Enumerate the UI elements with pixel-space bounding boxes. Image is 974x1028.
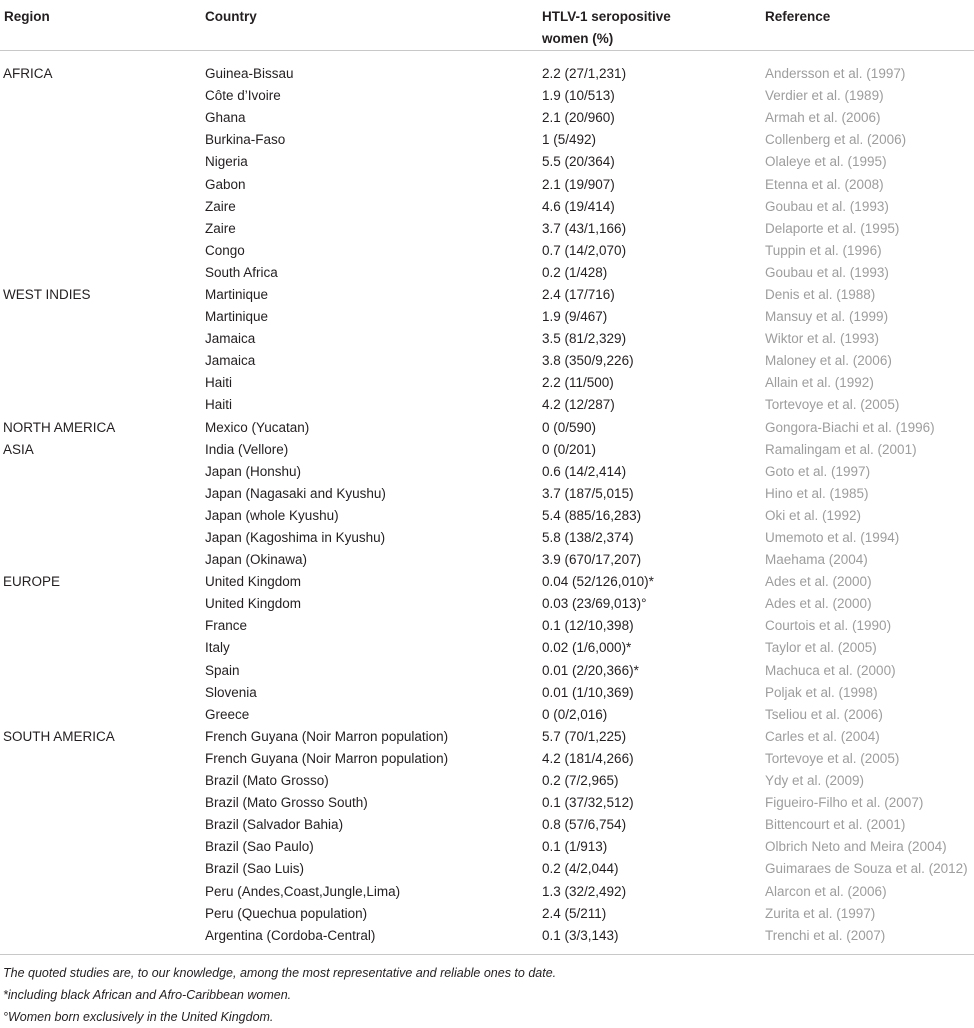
country-cell: Brazil (Mato Grosso)	[205, 773, 329, 789]
seropositive-cell: 5.4 (885/16,283)	[542, 507, 642, 523]
region-cell: EUROPE	[3, 574, 61, 590]
region-cell	[0, 903, 205, 925]
region-cell	[0, 350, 205, 372]
header-seropositive	[542, 0, 765, 51]
region-cell	[0, 483, 205, 505]
header-seropositive-line2: women (%)	[542, 31, 614, 46]
country-cell: Ghana	[205, 110, 246, 126]
table-row	[0, 196, 974, 218]
table-row	[0, 372, 974, 394]
country-cell: Brazil (Sao Paulo)	[205, 839, 314, 855]
reference-cell: Etenna et al. (2008)	[765, 176, 884, 192]
country-cell: Japan (whole Kyushu)	[205, 507, 339, 523]
region-cell	[0, 328, 205, 350]
reference-cell: Hino et al. (1985)	[765, 485, 869, 501]
reference-cell: Olaleye et al. (1995)	[765, 154, 887, 170]
seropositive-cell: 2.4 (5/211)	[542, 905, 607, 921]
seropositive-cell: 4.2 (181/4,266)	[542, 750, 634, 766]
region-cell	[0, 814, 205, 836]
country-cell: Slovenia	[205, 684, 257, 700]
region-cell	[0, 925, 205, 953]
reference-cell: Tuppin et al. (1996)	[765, 242, 882, 258]
table-header	[0, 0, 974, 51]
table-row	[0, 218, 974, 240]
country-cell: Peru (Andes,Coast,Jungle,Lima)	[205, 883, 401, 899]
table-row	[0, 51, 974, 86]
reference-cell: Mansuy et al. (1999)	[765, 309, 889, 325]
reference-cell: Zurita et al. (1997)	[765, 905, 876, 921]
region-cell	[0, 704, 205, 726]
table-row	[0, 571, 974, 593]
reference-cell: Verdier et al. (1989)	[765, 88, 884, 104]
reference-cell: Armah et al. (2006)	[765, 110, 881, 126]
table-row	[0, 240, 974, 262]
seropositive-cell: 0 (0/590)	[542, 419, 597, 435]
table-row	[0, 527, 974, 549]
region-cell	[0, 880, 205, 902]
table-row	[0, 726, 974, 748]
reference-cell: Oki et al. (1992)	[765, 507, 862, 523]
country-cell: France	[205, 618, 248, 634]
table-row	[0, 704, 974, 726]
country-cell: Nigeria	[205, 154, 248, 170]
reference-cell: Goto et al. (1997)	[765, 463, 871, 479]
seropositive-cell: 2.2 (11/500)	[542, 375, 614, 391]
country-cell: Côte d’Ivoire	[205, 88, 281, 104]
table-row	[0, 417, 974, 439]
country-cell: French Guyana (Noir Marron population)	[205, 728, 449, 744]
table-row	[0, 549, 974, 571]
seropositive-cell: 0.1 (1/913)	[542, 839, 608, 855]
table-row	[0, 660, 974, 682]
seropositive-cell: 4.2 (12/287)	[542, 397, 615, 413]
seropositive-cell: 4.6 (19/414)	[542, 198, 615, 214]
note-main: The quoted studies are, to our knowledge, among the most representative and reliable ones to date.	[3, 966, 557, 980]
country-cell: India (Vellore)	[205, 441, 289, 457]
reference-cell: Poljak et al. (1998)	[765, 684, 878, 700]
table-row	[0, 748, 974, 770]
region-cell	[0, 660, 205, 682]
region-cell	[0, 394, 205, 416]
seropositive-cell: 2.2 (27/1,231)	[542, 66, 627, 82]
reference-cell: Wiktor et al. (1993)	[765, 331, 880, 347]
reference-cell: Carles et al. (2004)	[765, 728, 880, 744]
reference-cell: Ades et al. (2000)	[765, 596, 872, 612]
table-bottom-rule	[0, 954, 974, 955]
country-cell: Japan (Honshu)	[205, 463, 302, 479]
region-cell	[0, 615, 205, 637]
table-notes	[3, 962, 556, 1028]
region-cell	[0, 372, 205, 394]
country-cell: Greece	[205, 706, 250, 722]
table-row	[0, 151, 974, 173]
seropositive-cell: 1.9 (10/513)	[542, 88, 615, 104]
table-row	[0, 328, 974, 350]
seropositive-cell: 2.1 (20/960)	[542, 110, 615, 126]
table-body	[0, 51, 974, 953]
seropositive-cell: 0.2 (1/428)	[542, 264, 608, 280]
seropositive-cell: 0.6 (14/2,414)	[542, 463, 627, 479]
reference-cell: Machuca et al. (2000)	[765, 662, 896, 678]
table-row	[0, 792, 974, 814]
table-row	[0, 107, 974, 129]
table-row	[0, 483, 974, 505]
country-cell: United Kingdom	[205, 574, 302, 590]
table-row	[0, 439, 974, 461]
country-cell: Congo	[205, 242, 245, 258]
country-cell: Zaire	[205, 198, 236, 214]
reference-cell: Olbrich Neto and Meira (2004)	[765, 839, 947, 855]
region-cell: ASIA	[3, 441, 34, 457]
country-cell: Japan (Kagoshima in Kyushu)	[205, 530, 386, 546]
note-degree: °Women born exclusively in the United Kingdom.	[3, 1010, 274, 1024]
region-cell	[0, 85, 205, 107]
reference-cell: Alarcon et al. (2006)	[765, 883, 887, 899]
region-cell	[0, 306, 205, 328]
seropositive-cell: 1.3 (32/2,492)	[542, 883, 627, 899]
seropositive-cell: 0.01 (1/10,369)	[542, 684, 634, 700]
region-cell: AFRICA	[3, 66, 53, 82]
region-cell	[0, 240, 205, 262]
reference-cell: Courtois et al. (1990)	[765, 618, 892, 634]
seropositive-cell: 0 (0/2,016)	[542, 706, 608, 722]
table-row	[0, 880, 974, 902]
reference-cell: Ydy et al. (2009)	[765, 773, 865, 789]
reference-cell: Maehama (2004)	[765, 552, 868, 568]
seropositive-cell: 0.04 (52/126,010)*	[542, 574, 654, 590]
seropositive-cell: 0.01 (2/20,366)*	[542, 662, 639, 678]
reference-cell: Ramalingam et al. (2001)	[765, 441, 917, 457]
region-cell	[0, 836, 205, 858]
region-cell	[0, 682, 205, 704]
reference-cell: Taylor et al. (2005)	[765, 640, 877, 656]
country-cell: Haiti	[205, 397, 233, 413]
reference-cell: Delaporte et al. (1995)	[765, 220, 900, 236]
seropositive-cell: 0.7 (14/2,070)	[542, 242, 627, 258]
region-cell	[0, 173, 205, 195]
seropositive-cell: 1 (5/492)	[542, 132, 597, 148]
table-row	[0, 461, 974, 483]
table-row	[0, 593, 974, 615]
region-cell	[0, 593, 205, 615]
region-cell	[0, 792, 205, 814]
region-cell	[0, 770, 205, 792]
country-cell: Martinique	[205, 286, 269, 302]
seropositive-cell: 3.7 (43/1,166)	[542, 220, 627, 236]
reference-cell: Allain et al. (1992)	[765, 375, 874, 391]
country-cell: Guinea-Bissau	[205, 66, 294, 82]
seropositive-cell: 0.8 (57/6,754)	[542, 817, 627, 833]
region-cell	[0, 505, 205, 527]
reference-cell: Bittencourt et al. (2001)	[765, 817, 906, 833]
table-row	[0, 505, 974, 527]
table-row	[0, 925, 974, 953]
seropositive-cell: 0.1 (12/10,398)	[542, 618, 634, 634]
reference-cell: Ades et al. (2000)	[765, 574, 872, 590]
country-cell: Mexico (Yucatan)	[205, 419, 310, 435]
reference-cell: Collenberg et al. (2006)	[765, 132, 907, 148]
reference-cell: Denis et al. (1988)	[765, 286, 876, 302]
header-region: Region	[0, 0, 205, 51]
seropositive-cell: 0.02 (1/6,000)*	[542, 640, 632, 656]
country-cell: South Africa	[205, 264, 278, 280]
seropositive-cell: 1.9 (9/467)	[542, 309, 608, 325]
seropositive-cell: 0.2 (4/2,044)	[542, 861, 619, 877]
table-row	[0, 394, 974, 416]
seropositive-cell: 0.2 (7/2,965)	[542, 773, 619, 789]
seropositive-cell: 3.8 (350/9,226)	[542, 353, 634, 369]
table-row	[0, 615, 974, 637]
country-cell: Burkina-Faso	[205, 132, 286, 148]
region-cell	[0, 527, 205, 549]
table-row	[0, 637, 974, 659]
seropositive-cell: 0.03 (23/69,013)°	[542, 596, 647, 612]
seropositive-cell: 5.8 (138/2,374)	[542, 530, 634, 546]
country-cell: French Guyana (Noir Marron population)	[205, 750, 449, 766]
country-cell: Japan (Okinawa)	[205, 552, 308, 568]
country-cell: Zaire	[205, 220, 236, 236]
reference-cell: Umemoto et al. (1994)	[765, 530, 900, 546]
country-cell: Brazil (Salvador Bahia)	[205, 817, 344, 833]
country-cell: Japan (Nagasaki and Kyushu)	[205, 485, 386, 501]
country-cell: Gabon	[205, 176, 246, 192]
country-cell: United Kingdom	[205, 596, 302, 612]
country-cell: Brazil (Mato Grosso South)	[205, 795, 368, 811]
country-cell: Peru (Quechua population)	[205, 905, 368, 921]
reference-cell: Trenchi et al. (2007)	[765, 927, 886, 943]
seropositive-cell: 0 (0/201)	[542, 441, 597, 457]
region-cell	[0, 218, 205, 240]
reference-cell: Guimaraes de Souza et al. (2012)	[765, 861, 968, 877]
region-cell	[0, 107, 205, 129]
country-cell: Italy	[205, 640, 230, 656]
table-row	[0, 682, 974, 704]
reference-cell: Goubau et al. (1993)	[765, 264, 889, 280]
table-row	[0, 836, 974, 858]
table-row	[0, 129, 974, 151]
country-cell: Brazil (Sao Luis)	[205, 861, 305, 877]
reference-cell: Figueiro-Filho et al. (2007)	[765, 795, 924, 811]
table-row	[0, 173, 974, 195]
region-cell	[0, 151, 205, 173]
region-cell: WEST INDIES	[3, 286, 91, 302]
seropositive-cell: 0.1 (37/32,512)	[542, 795, 634, 811]
seropositive-cell: 2.1 (19/907)	[542, 176, 615, 192]
table-row	[0, 284, 974, 306]
table-row	[0, 814, 974, 836]
table-row	[0, 770, 974, 792]
seropositive-cell: 5.7 (70/1,225)	[542, 728, 627, 744]
table-row	[0, 903, 974, 925]
table-row	[0, 306, 974, 328]
country-cell: Spain	[205, 662, 240, 678]
seropositive-cell: 5.5 (20/364)	[542, 154, 615, 170]
seropositive-cell: 3.5 (81/2,329)	[542, 331, 627, 347]
table-row	[0, 350, 974, 372]
region-cell	[0, 196, 205, 218]
header-reference: Reference	[765, 0, 974, 51]
region-cell	[0, 858, 205, 880]
reference-cell: Tortevoye et al. (2005)	[765, 750, 900, 766]
region-cell	[0, 637, 205, 659]
table-row	[0, 85, 974, 107]
reference-cell: Tseliou et al. (2006)	[765, 706, 883, 722]
reference-cell: Tortevoye et al. (2005)	[765, 397, 900, 413]
seropositive-cell: 3.9 (670/17,207)	[542, 552, 642, 568]
region-cell	[0, 129, 205, 151]
country-cell: Haiti	[205, 375, 233, 391]
country-cell: Argentina (Cordoba-Central)	[205, 927, 376, 943]
region-cell: SOUTH AMERICA	[3, 728, 115, 744]
note-asterisk: *including black African and Afro-Caribbean women.	[3, 988, 292, 1002]
country-cell: Jamaica	[205, 353, 256, 369]
region-cell	[0, 549, 205, 571]
region-cell	[0, 262, 205, 284]
seropositive-cell: 3.7 (187/5,015)	[542, 485, 634, 501]
region-cell	[0, 461, 205, 483]
region-cell: NORTH AMERICA	[3, 419, 116, 435]
reference-cell: Goubau et al. (1993)	[765, 198, 889, 214]
header-seropositive-line1: HTLV-1 seropositive	[542, 9, 671, 24]
reference-cell: Gongora-Biachi et al. (1996)	[765, 419, 935, 435]
seropositive-cell: 2.4 (17/716)	[542, 286, 615, 302]
country-cell: Jamaica	[205, 331, 256, 347]
reference-cell: Andersson et al. (1997)	[765, 66, 906, 82]
seropositive-cell: 0.1 (3/3,143)	[542, 927, 619, 943]
table-row	[0, 262, 974, 284]
country-cell: Martinique	[205, 309, 269, 325]
reference-cell: Maloney et al. (2006)	[765, 353, 892, 369]
header-country: Country	[205, 0, 542, 51]
table-row	[0, 858, 974, 880]
region-cell	[0, 748, 205, 770]
